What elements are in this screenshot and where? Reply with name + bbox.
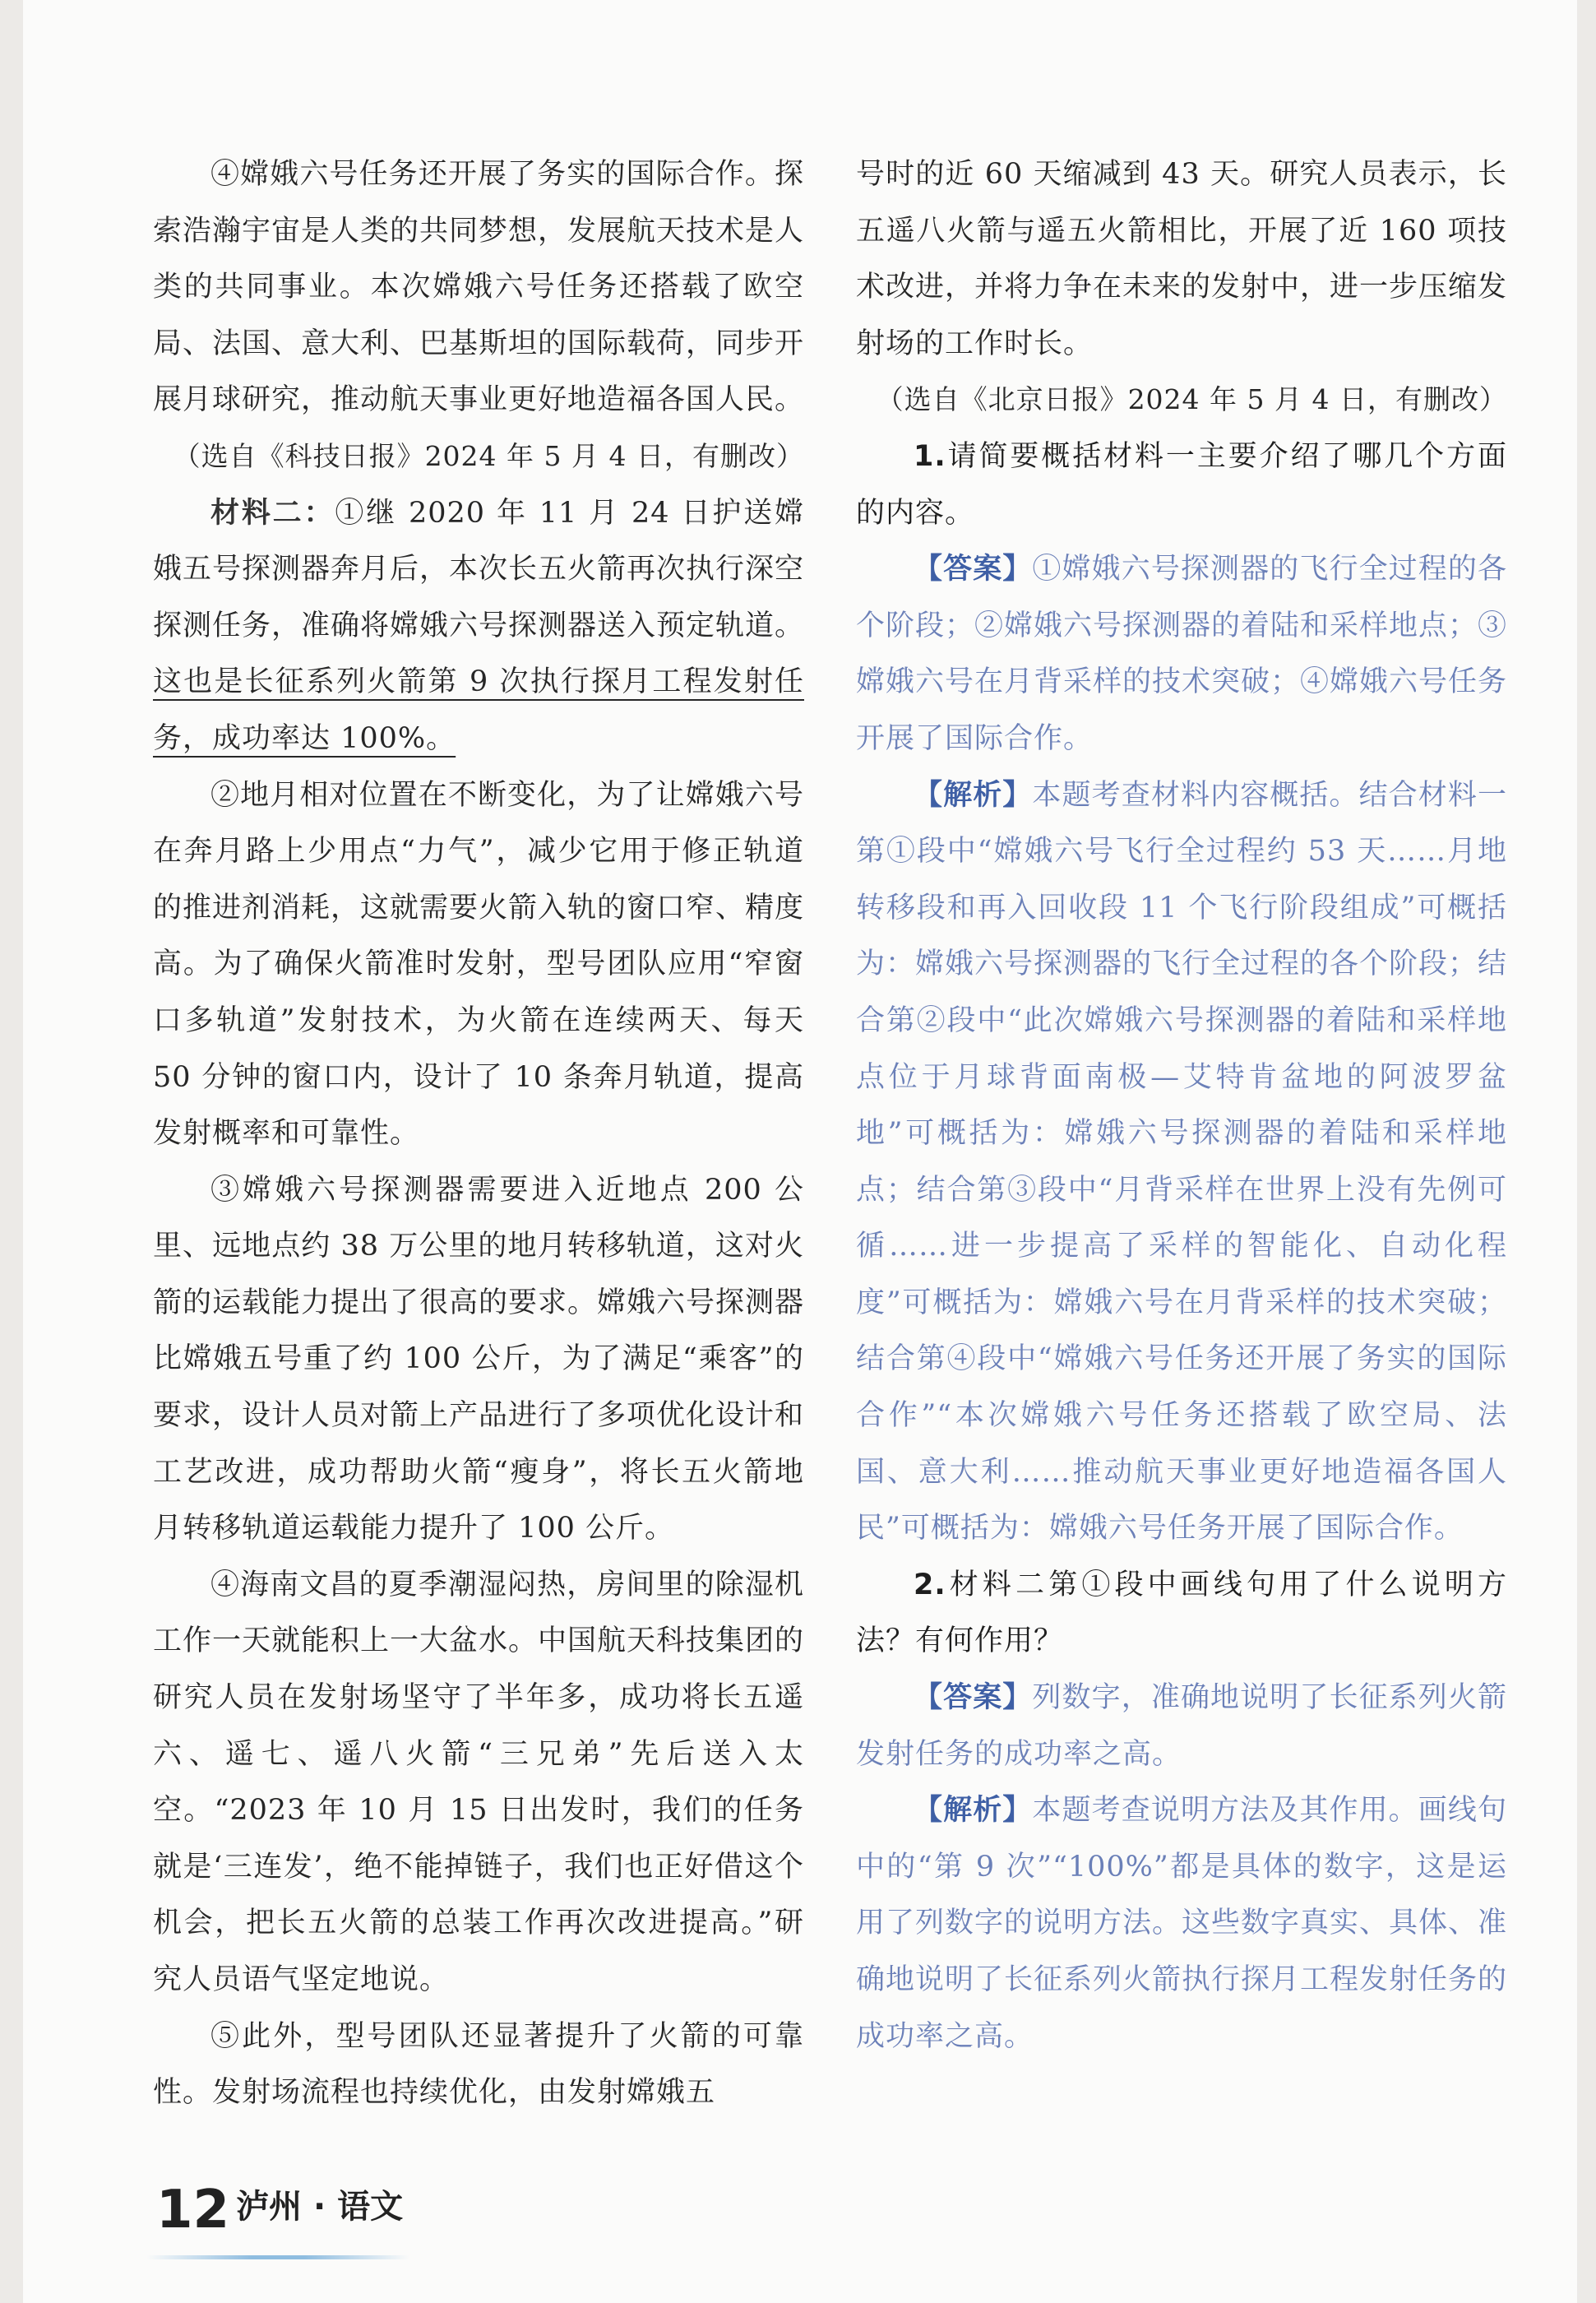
question-1-analysis [856, 767, 1507, 1557]
left-column [153, 146, 804, 2121]
question-2-analysis-text: 本题考查说明方法及其作用。画线句中的“第 9 次”“100%”都是具体的数字，这是运用了列数字的说明方法。这些数字真实、具体、准确地说明了长征系列火箭执行探月工程发射任务的成功率之高。 [856, 1794, 1508, 2053]
analysis-tag: 【解析】 [914, 778, 1033, 812]
material-two-paragraph-4: ④海南文昌的夏季潮湿闷热，房间里的除湿机工作一天就能积上一大盆水。中国航天科技集团的研究人员在发射场坚守了半年多，成功将长五遥六、遥七、遥八火箭“三兄弟”先后送入太空。“2023 年 10 月 15 日出发时，我们的任务就是‘三连发’，绝不能掉链子，我们也正好借这个机会，把长五火箭的总装工作再次改进提高。”研究人员语气坚定地说。 [153, 1568, 805, 1996]
question-2-text: 材料二第①段中画线句用了什么说明方法？有何作用？ [856, 1568, 1507, 1658]
material-two-paragraph-1 [153, 485, 804, 767]
right-column [856, 146, 1507, 2064]
question-1-text: 请简要概括材料一主要介绍了哪几个方面的内容。 [856, 439, 1507, 530]
question-1-answer-text: ①嫦娥六号探测器的飞行全过程的各个阶段；②嫦娥六号探测器的着陆和采样地点；③嫦娥六号在月背采样的技术突破；④嫦娥六号任务开展了国际合作。 [856, 553, 1508, 755]
document-page [23, 0, 1577, 2303]
question-2-answer [856, 1670, 1507, 1782]
question-1 [856, 429, 1507, 541]
source-citation-1: （选自《科技日报》2024 年 5 月 4 日，有删改） [173, 439, 804, 472]
question-2-answer-text: 列数字，准确地说明了长征系列火箭发射任务的成功率之高。 [856, 1681, 1507, 1771]
underlined-sentence: 这也是长征系列火箭第 9 次执行探月工程发射任务，成功率达 100%。 [153, 665, 804, 755]
material-two-paragraph-5-start: ⑤此外，型号团队还显著提升了火箭的可靠性。发射场流程也持续优化，由发射嫦娥五 [153, 2019, 804, 2110]
material-two-paragraph-5-end: 号时的近 60 天缩减到 43 天。研究人员表示，长五遥八火箭与遥五火箭相比，开展了近 160 项技术改进，并将力争在未来的发射中，进一步压缩发射场的工作时长。 [856, 158, 1508, 360]
page-number: 12 [156, 2180, 230, 2240]
footer-decoration-line [146, 2255, 409, 2259]
footer-title: 泸州 · 语文 [236, 2188, 404, 2226]
question-1-analysis-text: 本题考查材料内容概括。结合材料一第①段中“嫦娥六号飞行全过程约 53 天……月地转移段和再入回收段 11 个飞行阶段组成”可概括为：嫦娥六号探测器的飞行全过程的各个阶段；结合第②段中“此次嫦娥六号探测器的着陆和采样地点位于月球背面南极—艾特肯盆地的阿波罗盆地”可概括为：嫦娥六号探测器的着陆和采样地点；结合第③段中“月背采样在世界上没有先例可循……进一步提高了采样的智能化、自动化程度”可概括为：嫦娥六号在月背采样的技术突破；结合第④段中“嫦娥六号任务还开展了务实的国际合作”“本次嫦娥六号任务还搭载了欧空局、法国、意大利……推动航天事业更好地造福各国人民”可概括为：嫦娥六号任务开展了国际合作。 [856, 778, 1508, 1545]
question-2-analysis [856, 1782, 1507, 2064]
analysis-tag: 【解析】 [914, 1794, 1033, 1828]
question-1-answer [856, 541, 1507, 767]
material-two-paragraph-2: ②地月相对位置在不断变化，为了让嫦娥六号在奔月路上少用点“力气”，减少它用于修正轨道的推进剂消耗，这就需要火箭入轨的窗口窄、精度高。为了确保火箭准时发射，型号团队应用“窄窗口多轨道”发射技术，为火箭在连续两天、每天 50 分钟的窗口内，设计了 10 条奔月轨道，提高发射概率和可靠性。 [153, 778, 805, 1151]
page-footer [156, 2180, 403, 2240]
material-two-paragraph-3: ③嫦娥六号探测器需要进入近地点 200 公里、远地点约 38 万公里的地月转移轨道，这对火箭的运载能力提出了很高的要求。嫦娥六号探测器比嫦娥五号重了约 100 公斤，为了满足“乘客”的要求，设计人员对箭上产品进行了多项优化设计和工艺改进，成功帮助火箭“瘦身”，将长五火箭地月转移轨道运载能力提升了 100 公斤。 [153, 1173, 805, 1545]
question-2 [856, 1557, 1507, 1670]
material-two-heading: 材料二： [210, 496, 335, 530]
material-two-paragraph-1-text: ①继 2020 年 11 月 24 日护送嫦娥五号探测器奔月后，本次长五火箭再次执行深空探测任务，准确将嫦娥六号探测器送入预定轨道。 [153, 496, 805, 642]
material-one-paragraph-4: ④嫦娥六号任务还开展了务实的国际合作。探索浩瀚宇宙是人类的共同梦想，发展航天技术是人类的共同事业。本次嫦娥六号任务还搭载了欧空局、法国、意大利、巴基斯坦的国际载荷，同步开展月球研究，推动航天事业更好地造福各国人民。 [153, 158, 805, 417]
answer-tag: 【答案】 [914, 553, 1033, 586]
source-citation-2: （选自《北京日报》2024 年 5 月 4 日，有删改） [876, 383, 1507, 416]
question-1-number: 1. [914, 439, 946, 473]
question-2-number: 2. [914, 1568, 946, 1601]
answer-tag: 【答案】 [914, 1681, 1033, 1715]
